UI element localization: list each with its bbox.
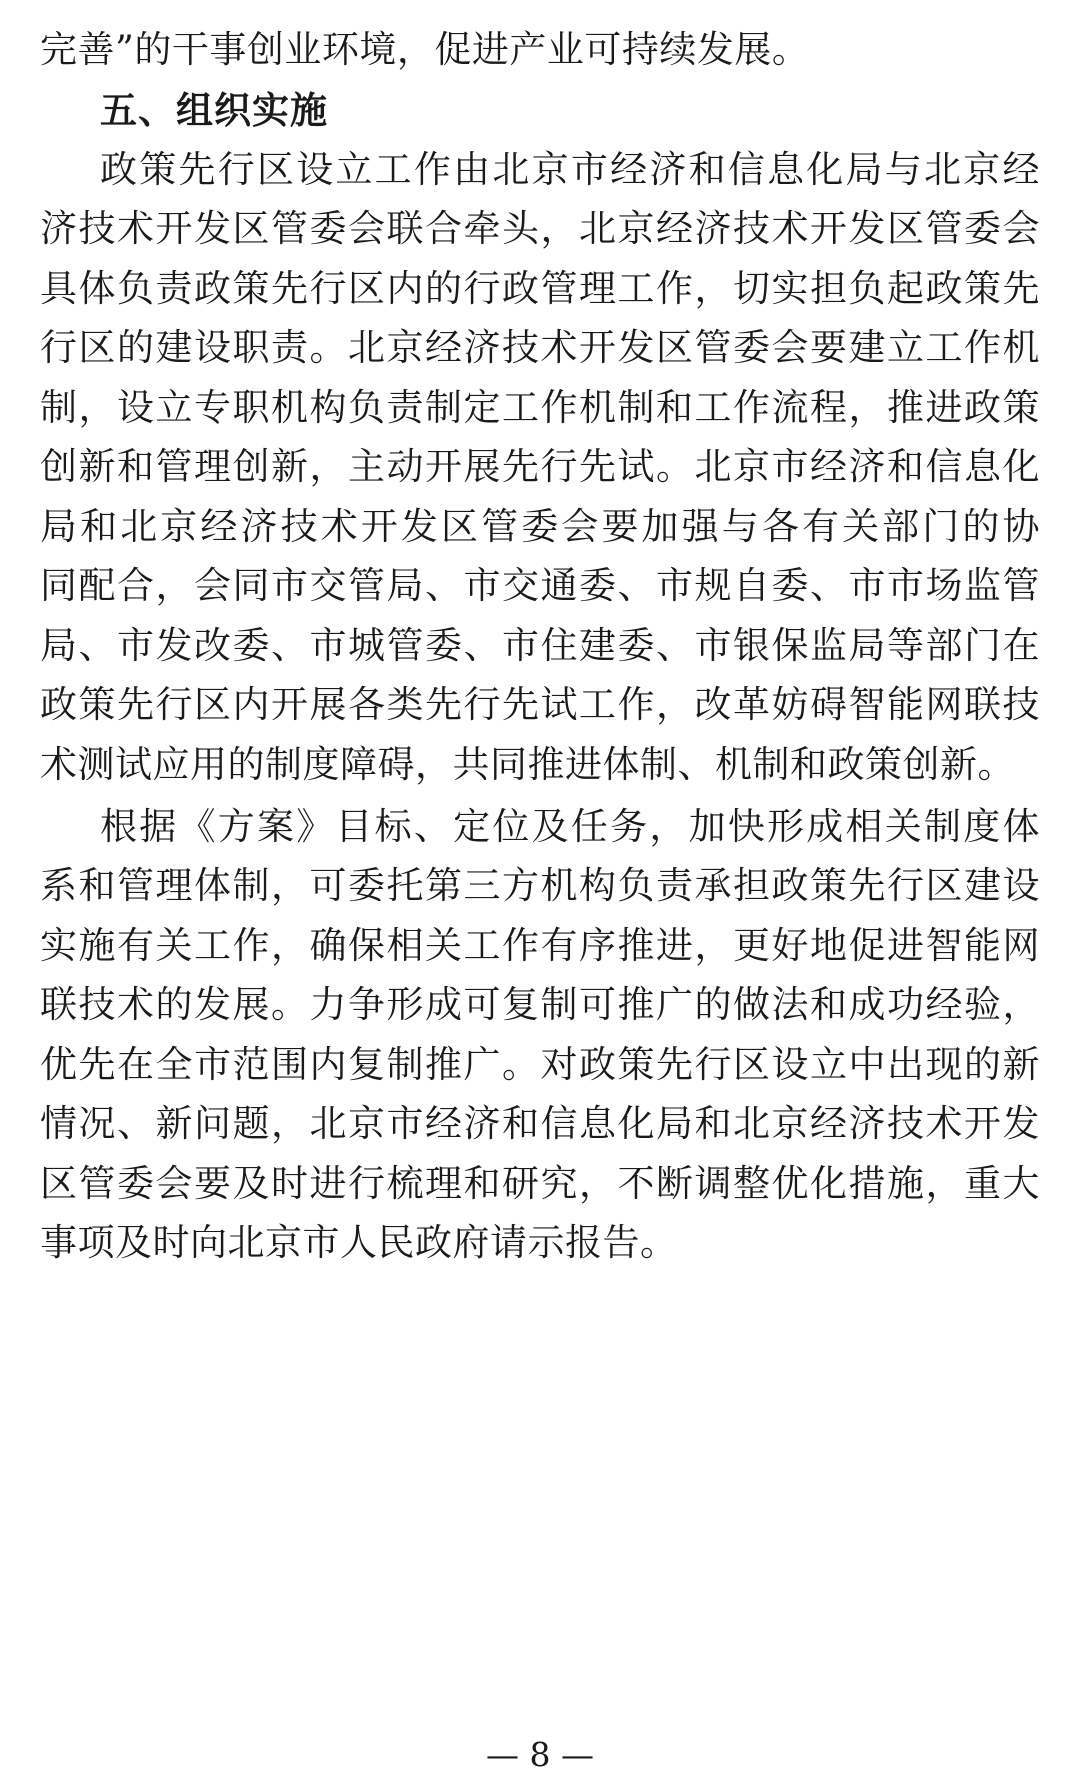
paragraph-line: 制，设立专职机构负责制定工作机制和工作流程，推进政策 [40,386,1040,429]
paragraph-line: 完善”的干事创业环境，促进产业可持续发展。 [40,28,810,71]
paragraph-line: 系和管理体制，可委托第三方机构负责承担政策先行区建设 [40,864,1040,907]
paragraph-line: 局和北京经济技术开发区管委会要加强与各有关部门的协 [40,505,1040,548]
paragraph-line: 优先在全市范围内复制推广。对政策先行区设立中出现的新 [40,1043,1040,1086]
paragraph-line: 区管委会要及时进行梳理和研究，不断调整优化措施，重大 [40,1162,1040,1205]
paragraph-line: 局、市发改委、市城管委、市住建委、市银保监局等部门在 [40,624,1040,667]
paragraph-line: 同配合，会同市交管局、市交通委、市规自委、市市场监管 [40,564,1040,607]
paragraph-line: 创新和管理创新，主动开展先行先试。北京市经济和信息化 [40,445,1040,488]
paragraph-line: 实施有关工作，确保相关工作有序推进，更好地促进智能网 [40,924,1040,967]
section-heading: 五、组织实施 [100,89,328,132]
paragraph-line: 具体负责政策先行区内的行政管理工作，切实担负起政策先 [40,267,1040,310]
page-number: — 8 — [486,1735,594,1774]
paragraph-line: 情况、新问题，北京市经济和信息化局和北京经济技术开发 [40,1102,1040,1145]
paragraph-line: 联技术的发展。力争形成可复制可推广的做法和成功经验， [40,983,1040,1026]
paragraph-line: 事项及时向北京市人民政府请示报告。 [40,1221,678,1264]
paragraph-line: 济技术开发区管委会联合牵头，北京经济技术开发区管委会 [40,207,1040,250]
paragraph-line: 行区的建设职责。北京经济技术开发区管委会要建立工作机 [40,326,1040,369]
paragraph-line: 术测试应用的制度障碍，共同推进体制、机制和政策创新。 [40,743,1015,786]
paragraph-line: 政策先行区内开展各类先行先试工作，改革妨碍智能网联技 [40,683,1040,726]
paragraph-line: 根据《方案》目标、定位及任务，加快形成相关制度体 [100,805,1040,848]
paragraph-line: 政策先行区设立工作由北京市经济和信息化局与北京经 [100,148,1040,191]
